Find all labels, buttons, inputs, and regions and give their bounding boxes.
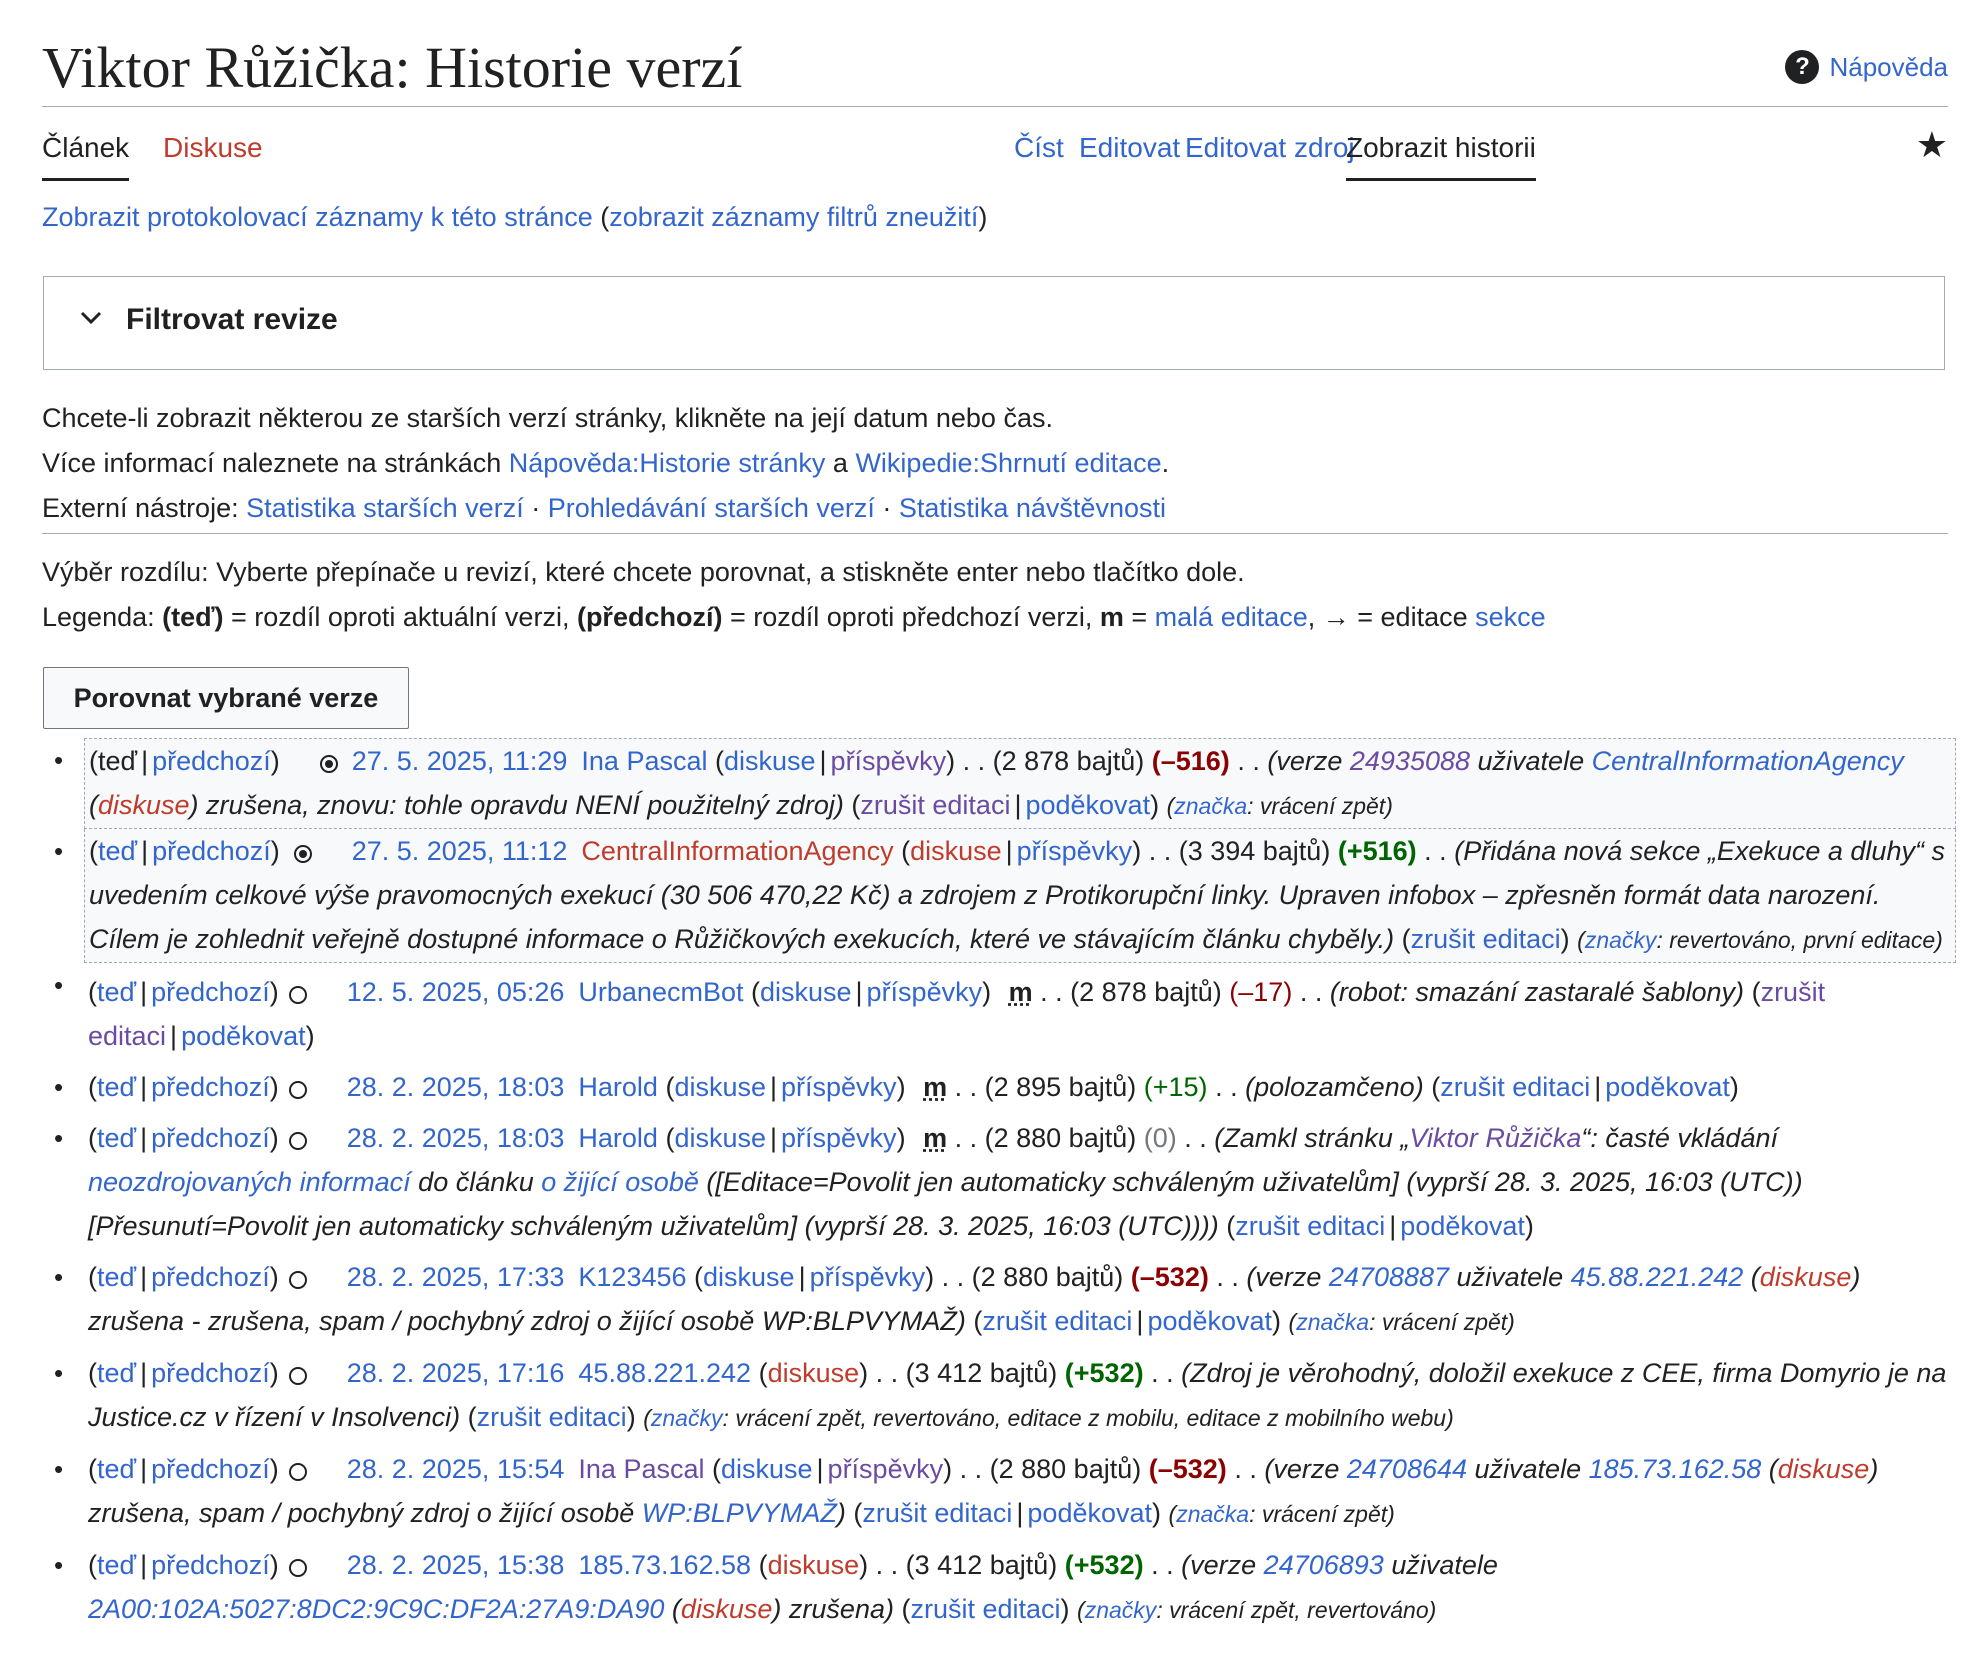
revision-date-link[interactable]: 28. 2. 2025, 18:03 <box>346 1123 565 1153</box>
policy-link[interactable]: WP:BLPVYMAŽ <box>641 1498 837 1528</box>
edit-summary: (polozamčeno) <box>1245 1072 1424 1102</box>
size-diff: (+532) <box>1064 1358 1144 1388</box>
history-row: • (teď | předchozí) 27. 5. 2025, 11:29 Ina Pascal (diskuse | příspěvky) . . (2 878 bajtů) (–516) . . (verze 24935088 uživatele CentralInformationAgency (diskuse) zrušena, znovu: tohle opravdu NENÍ použitelný zdroj) (zrušit editaci | poděkovat) (značka: vrácení zpět) <box>54 738 1948 829</box>
undo-link[interactable]: zrušit editaci <box>88 977 1826 1051</box>
page-title: Viktor Růžička: Historie verzí <box>42 35 743 100</box>
size: (2 878 bajtů) <box>992 746 1145 776</box>
user-contribs-link[interactable]: příspěvky <box>781 1123 897 1153</box>
user-link[interactable]: Harold <box>578 1123 658 1153</box>
undo-link[interactable]: zrušit editaci <box>1410 924 1561 954</box>
undo-link[interactable]: zrušit editaci <box>860 790 1011 820</box>
tag-list: (značka: vrácení zpět) <box>1166 793 1393 819</box>
history-row: • (teď | předchozí) 28. 2. 2025, 18:03 Harold (diskuse | příspěvky) m . . (2 895 bajtů) (+15) . . (polozamčeno) (zrušit editaci | poděkovat) <box>54 1065 1948 1116</box>
diff-help <box>42 550 1546 640</box>
thank-link[interactable]: poděkovat <box>1147 1306 1273 1336</box>
summary-text: ([Editace=Povolit jen automaticky schváleným uživatelům] (vyprší 28. 3. 2025, 16:03 (UTC)) [Přesunutí=Povolit jen automaticky schváleným uživatelům] (vyprší 28. 3. 2025, 16:03 (UTC)))) <box>88 1167 1803 1241</box>
dots: . . <box>954 1123 978 1153</box>
edit-summary: (verze 24706893 uživatele 2A00:102A:5027:8DC2:9C9C:DF2A:27A9:DA90 (diskuse) zrušena) <box>88 1550 1498 1624</box>
ted-label: teď <box>98 746 138 776</box>
user-talk-link[interactable]: diskuse <box>674 1123 766 1153</box>
size: (2 895 bajtů) <box>984 1072 1137 1102</box>
minor-edit-link[interactable]: malá editace <box>1154 602 1308 632</box>
tab-read[interactable]: Číst <box>1014 132 1064 163</box>
dots: . . <box>1148 836 1172 866</box>
prev-diff-link[interactable]: předchozí <box>151 1072 270 1102</box>
user-contribs-link[interactable]: příspěvky <box>866 977 983 1007</box>
user-talk-link[interactable]: diskuse <box>680 1594 773 1624</box>
separator: · <box>523 493 548 523</box>
legend-text: = rozdíl oproti předchozí verzi, <box>722 602 1100 632</box>
user-contribs-link[interactable]: příspěvky <box>781 1072 897 1102</box>
policy-link[interactable]: o žijící osobě <box>541 1167 699 1197</box>
tab-edit-source[interactable]: Editovat zdroj <box>1185 132 1355 163</box>
diff-help-line: Výběr rozdílu: Vyberte přepínače u revizí, které chcete porovnat, a stiskněte enter nebo tlačítko dole. <box>42 557 1245 587</box>
thank-link[interactable]: poděkovat <box>1027 1498 1153 1528</box>
history-row: • (teď | předchozí) 12. 5. 2025, 05:26 UrbanecmBot (diskuse | příspěvky) m . . (2 878 bajtů) (–17) . . (robot: smazání zastaralé šablony) (zrušit editaci | poděkovat) <box>54 963 1948 1065</box>
summary-text: “: časté vkládání <box>1581 1123 1778 1153</box>
legend-label: Legenda: <box>42 602 163 632</box>
help-label[interactable]: Nápověda <box>1829 51 1948 82</box>
revision-radio[interactable] <box>289 1081 307 1099</box>
size: (2 880 bajtů) <box>971 1262 1124 1292</box>
thank-link[interactable]: poděkovat <box>1025 790 1151 820</box>
summary-text: zrušena) <box>781 1594 894 1624</box>
tag-link[interactable]: značky <box>1584 927 1657 953</box>
size-diff: (+516) <box>1337 836 1417 866</box>
stats-link[interactable]: Statistika starších verzí <box>246 493 524 523</box>
dots: . . <box>1424 836 1447 866</box>
user-link[interactable]: Ina Pascal <box>581 746 708 776</box>
compare-selected-button[interactable]: Porovnat vybrané verze <box>43 667 409 729</box>
pageviews-link[interactable]: Statistika návštěvnosti <box>898 493 1166 523</box>
article-link[interactable]: Viktor Růžička <box>1409 1123 1582 1153</box>
undo-link[interactable]: zrušit editaci <box>1235 1211 1386 1241</box>
size-diff: (–516) <box>1151 746 1230 776</box>
legend-text: = <box>1123 602 1155 632</box>
page-header <box>42 30 1948 107</box>
help-history-link[interactable]: Nápověda:Historie stránky <box>508 448 826 478</box>
revision-date-link[interactable]: 27. 5. 2025, 11:29 <box>351 746 568 776</box>
dots: . . <box>1237 746 1260 776</box>
intro-line-2 <box>42 441 1169 486</box>
tag-text: : vrácení zpět) <box>1247 793 1393 819</box>
size-diff: (0) <box>1143 1123 1177 1153</box>
current-diff-link[interactable]: teď <box>97 1072 137 1102</box>
revision-radio[interactable] <box>320 755 338 773</box>
undo-link[interactable]: zrušit editaci <box>982 1306 1133 1336</box>
legend-prev: (předchozí) <box>576 602 723 632</box>
paren-open: ( <box>600 202 610 232</box>
summary-text: uživatele <box>1383 1550 1498 1580</box>
legend-m: m <box>1099 602 1124 632</box>
dots: . . <box>954 1072 978 1102</box>
edit-summary-link[interactable]: Wikipedie:Shrnutí editace <box>855 448 1162 478</box>
revision-radio[interactable] <box>289 1559 307 1577</box>
user-talk-link[interactable]: diskuse <box>703 1262 795 1292</box>
tag-link[interactable]: značky <box>650 1405 723 1431</box>
intro-text-part: . <box>1161 448 1170 478</box>
user-talk-link[interactable]: diskuse <box>767 1358 860 1388</box>
user-link[interactable]: UrbanecmBot <box>578 977 744 1007</box>
user-link[interactable]: CentralInformationAgency <box>1591 746 1904 776</box>
divider <box>42 533 1948 534</box>
dots: . . <box>1299 977 1323 1007</box>
tag-text: : vrácení zpět, revertováno) <box>1156 1597 1437 1623</box>
prev-diff-link[interactable]: předchozí <box>151 1454 270 1484</box>
thank-link[interactable]: poděkovat <box>181 1021 306 1051</box>
revision-radio[interactable] <box>289 1463 307 1481</box>
user-talk-link[interactable]: diskuse <box>910 836 1002 866</box>
intro-text-part: Externí nástroje: <box>42 493 247 523</box>
tag-link[interactable]: značka <box>1176 1501 1250 1527</box>
prev-diff-link[interactable]: předchozí <box>152 746 271 776</box>
page-tabs <box>42 124 1948 182</box>
size: (3 412 bajtů) <box>905 1358 1058 1388</box>
user-link[interactable]: 185.73.162.58 <box>1588 1454 1762 1484</box>
user-link[interactable]: 45.88.221.242 <box>1570 1262 1744 1292</box>
history-row: • (teď | předchozí) 28. 2. 2025, 15:54 Ina Pascal (diskuse | příspěvky) . . (2 880 bajtů) (–532) . . (verze 24708644 uživatele 185.73.162.58 (diskuse) zrušena, spam / pochybný zdroj o žijící osobě WP:BLPVYMAŽ) (zrušit editaci | poděkovat) (značka: vrácení zpět) <box>54 1447 1948 1543</box>
dots: . . <box>1216 1262 1239 1292</box>
paren-close: ) <box>978 202 988 232</box>
revision-radio[interactable] <box>289 1271 307 1289</box>
summary-text: ) <box>836 1498 846 1528</box>
revision-date-link[interactable]: 28. 2. 2025, 17:33 <box>346 1262 565 1292</box>
minor-edit-flag: m <box>923 1123 948 1153</box>
undo-link[interactable]: zrušit editaci <box>910 1594 1061 1624</box>
user-talk-link[interactable]: diskuse <box>720 1454 813 1484</box>
dots: . . <box>962 746 986 776</box>
user-link[interactable]: 45.88.221.242 <box>578 1358 752 1388</box>
revision-link[interactable]: 24935088 <box>1349 746 1471 776</box>
edit-summary: (verze 24935088 uživatele CentralInformationAgency (diskuse) zrušena, znovu: tohle opravdu NENÍ použitelný zdroj) <box>89 746 1904 820</box>
tab-edit[interactable]: Editovat <box>1079 132 1181 163</box>
revision-radio[interactable] <box>289 986 307 1004</box>
tag-list: (značky: vrácení zpět, revertováno) <box>1077 1597 1437 1623</box>
tab-article[interactable]: Článek <box>42 130 129 181</box>
revision-link[interactable]: 24708887 <box>1328 1262 1450 1292</box>
dots: . . <box>875 1358 899 1388</box>
size: (2 880 bajtů) <box>989 1454 1142 1484</box>
tag-text: : vrácení zpět) <box>1249 1501 1395 1527</box>
user-link[interactable]: K123456 <box>578 1262 687 1292</box>
watch-star-icon[interactable]: ★ <box>1915 124 1948 165</box>
size-diff: (–17) <box>1229 977 1293 1007</box>
minor-edit-flag: m <box>1008 977 1033 1007</box>
user-link[interactable]: 2A00:102A:5027:8DC2:9C9C:DF2A:27A9:DA90 <box>88 1594 665 1624</box>
user-talk-link[interactable]: diskuse <box>98 790 190 820</box>
revision-link[interactable]: 24706893 <box>1263 1550 1384 1580</box>
size-diff: (+532) <box>1064 1550 1144 1580</box>
current-diff-link[interactable]: teď <box>97 1454 137 1484</box>
legend-line <box>42 595 1546 640</box>
user-contribs-link[interactable]: příspěvky <box>809 1262 926 1292</box>
current-diff-link[interactable]: teď <box>97 1358 137 1388</box>
revision-date-link[interactable]: 27. 5. 2025, 11:12 <box>351 836 568 866</box>
log-links <box>42 202 987 233</box>
tag-link[interactable]: značky <box>1084 1597 1157 1623</box>
history-list <box>54 738 1948 1639</box>
search-revisions-link[interactable]: Prohledávání starších verzí <box>547 493 875 523</box>
user-link[interactable]: Harold <box>578 1072 658 1102</box>
user-link[interactable]: 185.73.162.58 <box>578 1550 752 1580</box>
history-row: • (teď | předchozí) 28. 2. 2025, 18:03 Harold (diskuse | příspěvky) m . . (2 880 bajtů) (0) . . (Zamkl stránku „Viktor Růžička“: časté vkládání neozdrojovaných informací do článku o žijící osobě ([Editace=Povolit jen automaticky schváleným uživatelům] (vyprší 28. 3. 2025, 16:03 (UTC)) [Přesunutí=Povolit jen automaticky schváleným uživatelům] (vyprší 28. 3. 2025, 16:03 (UTC)))) (zrušit editaci | poděkovat) <box>54 1116 1948 1255</box>
prev-diff-link[interactable]: předchozí <box>151 1550 270 1580</box>
user-contribs-link[interactable]: příspěvky <box>830 746 947 776</box>
dots: . . <box>1151 1358 1174 1388</box>
user-talk-link[interactable]: diskuse <box>723 746 816 776</box>
tab-discussion[interactable]: Diskuse <box>163 132 263 163</box>
legend-ted: (teď) <box>162 602 224 632</box>
revision-date-link[interactable]: 28. 2. 2025, 17:16 <box>346 1358 565 1388</box>
separator: · <box>874 493 899 523</box>
filter-revisions-panel[interactable] <box>43 276 1945 370</box>
summary-text: uživatele <box>1449 1262 1571 1292</box>
thank-link[interactable]: poděkovat <box>1605 1072 1730 1102</box>
revision-date-link[interactable]: 28. 2. 2025, 18:03 <box>346 1072 565 1102</box>
tag-list: (značky: vrácení zpět, revertováno, editace z mobilu, editace z mobilního webu) <box>643 1405 1454 1431</box>
minor-edit-flag: m <box>923 1072 948 1102</box>
chevron-down-icon <box>78 305 104 331</box>
prev-diff-link[interactable]: předchozí <box>151 1262 270 1292</box>
help-link[interactable] <box>1785 50 1948 84</box>
size-diff: (–532) <box>1130 1262 1209 1292</box>
current-diff-link[interactable]: teď <box>97 1123 137 1153</box>
revision-link[interactable]: 24708644 <box>1346 1454 1468 1484</box>
current-diff-link[interactable]: teď <box>97 1550 137 1580</box>
dots: . . <box>1234 1454 1257 1484</box>
dots: . . <box>959 1454 983 1484</box>
help-icon: ? <box>1785 50 1819 84</box>
revision-date-link[interactable]: 28. 2. 2025, 15:38 <box>346 1550 565 1580</box>
user-link[interactable]: CentralInformationAgency <box>581 836 894 866</box>
size: (3 394 bajtů) <box>1178 836 1331 866</box>
filter-label: Filtrovat revize <box>126 303 338 336</box>
dots: . . <box>1151 1550 1174 1580</box>
intro-line-1: Chcete-li zobrazit některou ze starších verzí stránky, klikněte na její datum nebo čas. <box>42 403 1053 433</box>
size: (3 412 bajtů) <box>905 1550 1058 1580</box>
user-link[interactable]: Ina Pascal <box>578 1454 705 1484</box>
summary-text: do článku <box>410 1167 542 1197</box>
current-diff-link[interactable]: teď <box>98 836 138 866</box>
dots: . . <box>941 1262 965 1292</box>
user-contribs-link[interactable]: příspěvky <box>1016 836 1133 866</box>
dots: . . <box>1184 1123 1207 1153</box>
user-talk-link[interactable]: diskuse <box>759 977 852 1007</box>
undo-link[interactable]: zrušit editaci <box>476 1402 627 1432</box>
summary-text: (verze <box>1267 746 1350 776</box>
edit-summary: (Přidána nová sekce „Exekuce a dluhy“ s uvedením celkové výše pravomocných exekucí (30 506 470,22 Kč) a zdrojem z Protikorupční linky. Upraven infobox – zpřesněn formát data narození. Cílem je zohlednit veřejně dostupné informace o Růžičkových exekucích, které ve stávajícím článku chyběly.) <box>89 836 1945 954</box>
intro-text-part: Více informací naleznete na stránkách <box>42 448 509 478</box>
size-diff: (–532) <box>1148 1454 1227 1484</box>
history-row: • (teď | předchozí) 28. 2. 2025, 17:16 45.88.221.242 (diskuse) . . (3 412 bajtů) (+532) . . (Zdroj je věrohodný, doložil exekuce z CEE, firma Domyrio je na Justice.cz v řízení v Insolvenci) (zrušit editaci) (značky: vrácení zpět, revertováno, editace z mobilu, editace z mobilního webu) <box>54 1351 1948 1447</box>
undo-link[interactable]: zrušit editaci <box>1440 1072 1591 1102</box>
history-row: • (teď | předchozí) 28. 2. 2025, 17:33 K123456 (diskuse | příspěvky) . . (2 880 bajtů) (–532) . . (verze 24708887 uživatele 45.88.221.242 (diskuse) zrušena - zrušena, spam / pochybný zdroj o žijící osobě WP:BLPVYMAŽ) (zrušit editaci | poděkovat) (značka: vrácení zpět) <box>54 1255 1948 1351</box>
tag-list: (značky: revertováno, první editace) <box>1577 927 1943 953</box>
size-diff: (+15) <box>1143 1072 1208 1102</box>
prev-diff-link[interactable]: předchozí <box>152 836 271 866</box>
section-link[interactable]: sekce <box>1475 602 1546 632</box>
size: (2 878 bajtů) <box>1070 977 1222 1007</box>
revision-date-link[interactable]: 28. 2. 2025, 15:54 <box>346 1454 565 1484</box>
dots: . . <box>1040 977 1063 1007</box>
prev-diff-link[interactable]: předchozí <box>151 1358 270 1388</box>
revision-radio[interactable] <box>289 1367 307 1385</box>
summary-text: (verze <box>1181 1550 1264 1580</box>
intro-text-part: a <box>825 448 856 478</box>
thank-link[interactable]: poděkovat <box>1400 1211 1525 1241</box>
legend-text: = rozdíl oproti aktuální verzi, <box>223 602 577 632</box>
dots: . . <box>875 1550 899 1580</box>
edit-summary: (verze 24708887 uživatele 45.88.221.242 (diskuse) zrušena - zrušena, spam / pochybný zdroj o žijící osobě WP:BLPVYMAŽ) <box>88 1262 1861 1336</box>
dots: . . <box>1215 1072 1238 1102</box>
intro-text <box>42 396 1169 531</box>
summary-text: (Zamkl stránku „ <box>1214 1123 1410 1153</box>
revision-date-link[interactable]: 12. 5. 2025, 05:26 <box>346 977 565 1007</box>
user-talk-link[interactable]: diskuse <box>1777 1454 1870 1484</box>
prev-diff-link[interactable]: předchozí <box>151 977 270 1007</box>
tag-text: : vrácení zpět) <box>1369 1309 1515 1335</box>
user-talk-link[interactable]: diskuse <box>1759 1262 1852 1292</box>
abuse-filter-link[interactable]: zobrazit záznamy filtrů zneužití <box>609 202 979 232</box>
tab-history[interactable]: Zobrazit historii <box>1346 130 1536 181</box>
revision-radio[interactable] <box>294 845 312 863</box>
tag-link[interactable]: značka <box>1296 1309 1370 1335</box>
summary-text: uživatele <box>1467 1454 1589 1484</box>
tag-text: : vrácení zpět, revertováno, editace z mobilu, editace z mobilního webu) <box>722 1405 1454 1431</box>
history-row: • (teď | předchozí) 28. 2. 2025, 15:38 185.73.162.58 (diskuse) . . (3 412 bajtů) (+532) . . (verze 24706893 uživatele 2A00:102A:5027:8DC2:9C9C:DF2A:27A9:DA90 (diskuse) zrušena) (zrušit editaci) (značky: vrácení zpět, revertováno) <box>54 1543 1948 1639</box>
tag-list: (značka: vrácení zpět) <box>1288 1309 1515 1335</box>
policy-link[interactable]: neozdrojovaných informací <box>88 1167 411 1197</box>
history-row: • (teď | předchozí) 27. 5. 2025, 11:12 CentralInformationAgency (diskuse | příspěvky) . . (3 394 bajtů) (+516) . . (Přidána nová sekce „Exekuce a dluhy“ s uvedením celkové výše pravomocných exekucí (30 506 470,22 Kč) a zdrojem z Protikorupční linky. Upraven infobox – zpřesněn formát data narození. Cílem je zohlednit veřejně dostupné informace o Růžičkových exekucích, které ve stávajícím článku chyběly.) (zrušit editaci) (značky: revertováno, první editace) <box>54 829 1948 963</box>
prev-diff-link[interactable]: předchozí <box>151 1123 270 1153</box>
user-talk-link[interactable]: diskuse <box>674 1072 766 1102</box>
summary-text: zrušena, znovu: tohle opravdu NENÍ použitelný zdroj) <box>198 790 844 820</box>
summary-text: uživatele <box>1470 746 1592 776</box>
tag-link[interactable]: značka <box>1174 793 1248 819</box>
edit-summary: (robot: smazání zastaralé šablony) <box>1329 977 1745 1007</box>
user-talk-link[interactable]: diskuse <box>767 1550 860 1580</box>
current-diff-link[interactable]: teď <box>97 977 137 1007</box>
tag-list: (značka: vrácení zpět) <box>1168 1501 1395 1527</box>
summary-text: (verze <box>1246 1262 1329 1292</box>
undo-link[interactable]: zrušit editaci <box>862 1498 1013 1528</box>
summary-text: (verze <box>1264 1454 1347 1484</box>
intro-line-3 <box>42 486 1169 531</box>
log-entries-link[interactable]: Zobrazit protokolovací záznamy k této stránce <box>42 202 593 232</box>
summary-text: zrušena, spam / pochybný zdroj o žijící osobě <box>88 1498 642 1528</box>
edit-summary: (verze 24708644 uživatele 185.73.162.58 (diskuse) zrušena, spam / pochybný zdroj o žijící osobě WP:BLPVYMAŽ) <box>88 1454 1879 1528</box>
tag-text: : revertováno, první editace) <box>1656 927 1943 953</box>
current-diff-link[interactable]: teď <box>97 1262 137 1292</box>
summary-text: zrušena - zrušena, spam / pochybný zdroj o žijící osobě WP:BLPVYMAŽ) <box>88 1306 966 1336</box>
revision-radio[interactable] <box>289 1132 307 1150</box>
edit-summary: (Zdroj je věrohodný, doložil exekuce z CEE, firma Domyrio je na Justice.cz v řízení v Insolvenci) <box>88 1358 1947 1432</box>
size: (2 880 bajtů) <box>984 1123 1137 1153</box>
user-contribs-link[interactable]: příspěvky <box>827 1454 944 1484</box>
legend-text: , → = editace <box>1307 602 1476 632</box>
